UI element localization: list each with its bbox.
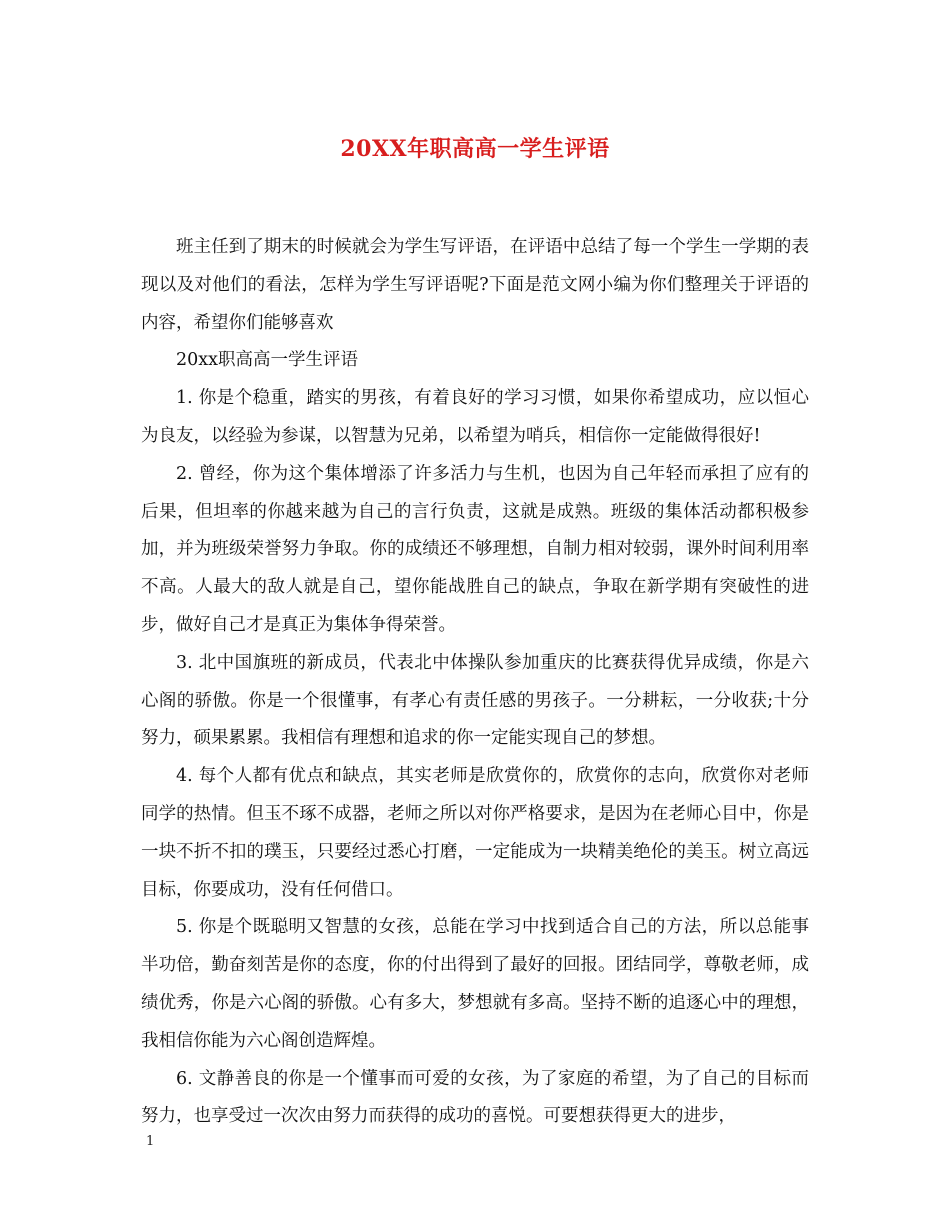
page-number: 1 <box>146 1134 155 1149</box>
comment-paragraph-3: 3. 北中国旗班的新成员，代表北中体操队参加重庆的比赛获得优异成绩，你是六心阁的骄傲。你是一个很懂事，有孝心有责任感的男孩子。一分耕耘，一分收获;十分努力，硕果累累。我相信有理想和追求的你一定能实现自己的梦想。 <box>141 652 809 749</box>
document-title: 20XX年职高高一学生评语 <box>340 136 610 162</box>
comment-paragraph-6: 6. 文静善良的你是一个懂事而可爱的女孩，为了家庭的希望，为了自己的目标而努力，也享受过一次次由努力而获得的成功的喜悦。可要想获得更大的进步， <box>141 1068 809 1127</box>
comment-paragraph-1: 1. 你是个稳重，踏实的男孩，有着良好的学习习惯，如果你希望成功，应以恒心为良友，以经验为参谋，以智慧为兄弟，以希望为哨兵，相信你一定能做得很好! <box>141 388 809 446</box>
intro-paragraph: 班主任到了期末的时候就会为学生写评语，在评语中总结了每一个学生一学期的表现以及对他们的看法，怎样为学生写评语呢?下面是范文网小编为你们整理关于评语的内容，希望你们能够喜欢 <box>141 237 809 333</box>
document-body <box>141 229 809 1136</box>
section-heading: 20xx职高高一学生评语 <box>176 350 359 371</box>
comment-paragraph-5: 5. 你是个既聪明又智慧的女孩，总能在学习中找到适合自己的方法，所以总能事半功倍，勤奋刻苦是你的态度，你的付出得到了最好的回报。团结同学，尊敬老师，成绩优秀，你是六心阁的骄傲。心有多大，梦想就有多高。坚持不断的追逐心中的理想，我相信你能为六心阁创造辉煌。 <box>141 917 809 1051</box>
comment-paragraph-4: 4. 每个人都有优点和缺点，其实老师是欣赏你的，欣赏你的志向，欣赏你对老师同学的热情。但玉不琢不成器，老师之所以对你严格要求，是因为在老师心目中，你是一块不折不扣的璞玉，只要经过悉心打磨，一定能成为一块精美绝伦的美玉。树立高远目标，你要成功，没有任何借口。 <box>141 766 809 900</box>
comment-paragraph-2: 2. 曾经，你为这个集体增添了许多活力与生机，也因为自己年轻而承担了应有的后果，但坦率的你越来越为自己的言行负责，这就是成熟。班级的集体活动都积极参加，并为班级荣誉努力争取。你的成绩还不够理想，自制力相对较弱，课外时间利用率不高。人最大的敌人就是自己，望你能战胜自己的缺点，争取在新学期有突破性的进步，做好自己才是真正为集体争得荣誉。 <box>141 463 809 635</box>
